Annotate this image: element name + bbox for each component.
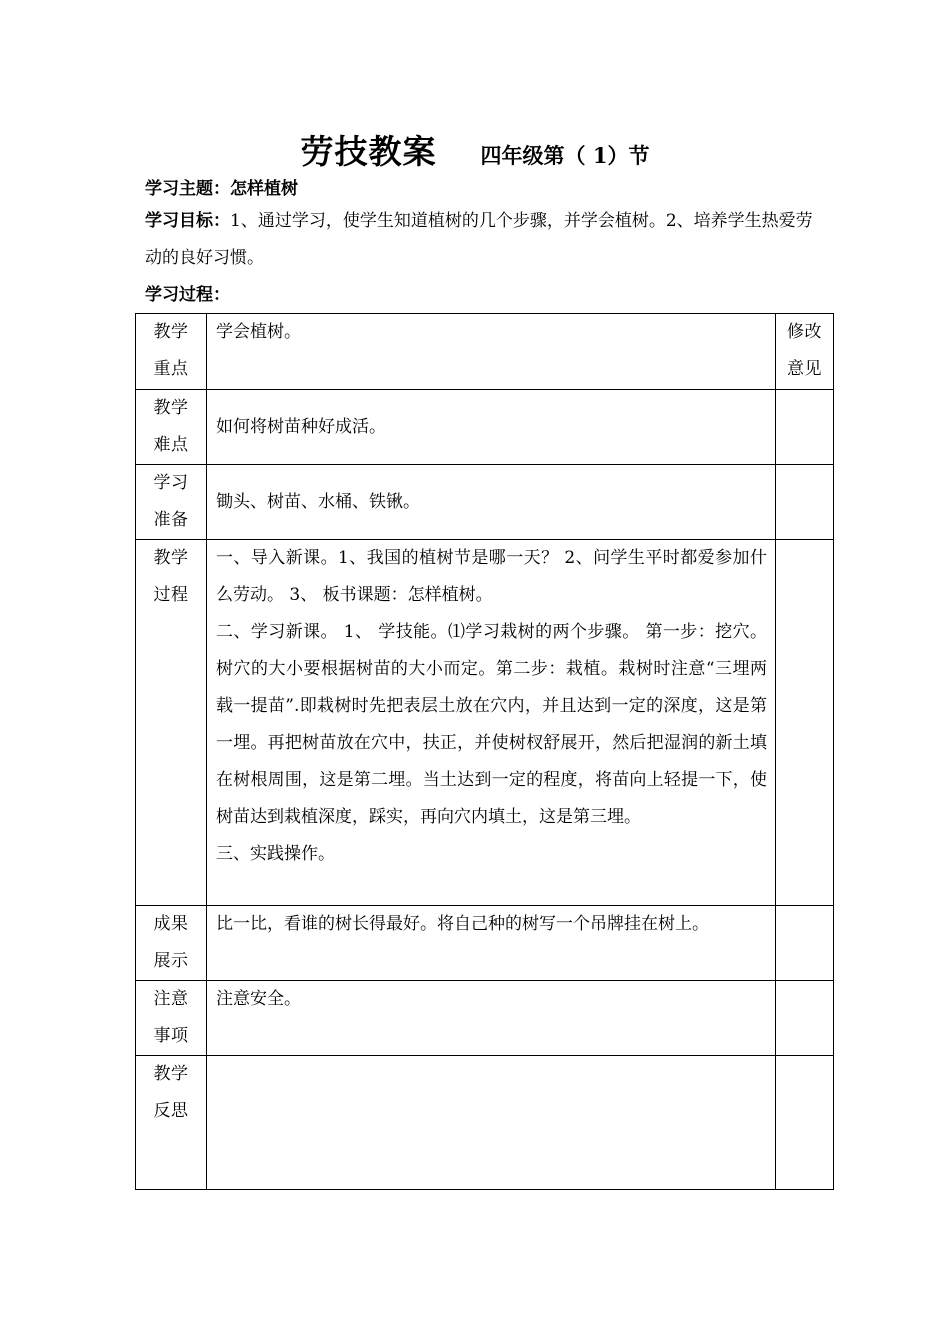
goal-value: 1、通过学习，使学生知道植树的几个步骤，并学会植树。2、培养学生热爱劳动的良好习惯。	[145, 211, 813, 268]
row-content-reflection	[207, 1056, 776, 1190]
lesson-plan-table	[135, 313, 834, 1190]
process-paragraph-lesson: 二、学习新课。 1、 学技能。⑴学习栽树的两个步骤。 第一步：挖穴。树穴的大小要根据树苗的大小而定。第二步：栽植。栽树时注意“三埋两载一提苗”.即栽树时先把表层土放在穴内，并且达到一定的深度，这是第一埋。再把树苗放在穴中，扶正，并使树杈舒展开，然后把湿润的新土填在树根周围，这是第二埋。当土达到一定的程度，将苗向上轻提一下，使树苗达到栽植深度，踩实，再向穴内填土，这是第三埋。	[216, 622, 767, 827]
row-label-preparation: 学习 准备	[136, 465, 207, 540]
revision-notes-cell	[776, 390, 834, 465]
process-paragraph-intro: 一、导入新课。1、我国的植树节是哪一天？ 2、问学生平时都爱参加什么劳动。 3、 板书课题：怎样植树。	[216, 548, 767, 605]
table-row	[136, 314, 834, 390]
table-row	[136, 465, 834, 540]
goal-line	[145, 203, 815, 277]
topic-value: 怎样植树	[230, 179, 298, 199]
goal-label: 学习目标：	[145, 211, 230, 231]
row-content-preparation: 锄头、树苗、水桶、铁锹。	[207, 465, 776, 540]
process-paragraph-practice: 三、实践操作。	[216, 844, 335, 864]
page-title	[0, 126, 950, 173]
revision-notes-header: 修改 意见	[776, 314, 834, 390]
revision-notes-cell	[776, 540, 834, 906]
table-row	[136, 906, 834, 981]
revision-notes-cell	[776, 465, 834, 540]
process-label: 学习过程：	[145, 285, 230, 305]
row-content-key-point: 学会植树。	[207, 314, 776, 390]
topic-label: 学习主题：	[145, 179, 230, 199]
revision-notes-cell	[776, 1056, 834, 1190]
row-label-key-point: 教学 重点	[136, 314, 207, 390]
process-line	[145, 277, 815, 314]
table-row	[136, 981, 834, 1056]
table-row	[136, 1056, 834, 1190]
row-label-difficulty: 教学 难点	[136, 390, 207, 465]
grade-lesson-label: 四年级第（ 1）节	[480, 143, 650, 168]
row-label-results: 成果 展示	[136, 906, 207, 981]
row-content-precautions: 注意安全。	[207, 981, 776, 1056]
row-content-difficulty: 如何将树苗种好成活。	[207, 390, 776, 465]
revision-notes-cell	[776, 906, 834, 981]
revision-notes-cell	[776, 981, 834, 1056]
document-title: 劳技教案	[300, 132, 437, 171]
row-content-process	[207, 540, 776, 906]
table-row	[136, 540, 834, 906]
table-row	[136, 390, 834, 465]
row-label-precautions: 注意 事项	[136, 981, 207, 1056]
row-content-results: 比一比，看谁的树长得最好。将自己种的树写一个吊牌挂在树上。	[207, 906, 776, 981]
row-label-process: 教学 过程	[136, 540, 207, 906]
row-label-reflection: 教学 反思	[136, 1056, 207, 1190]
